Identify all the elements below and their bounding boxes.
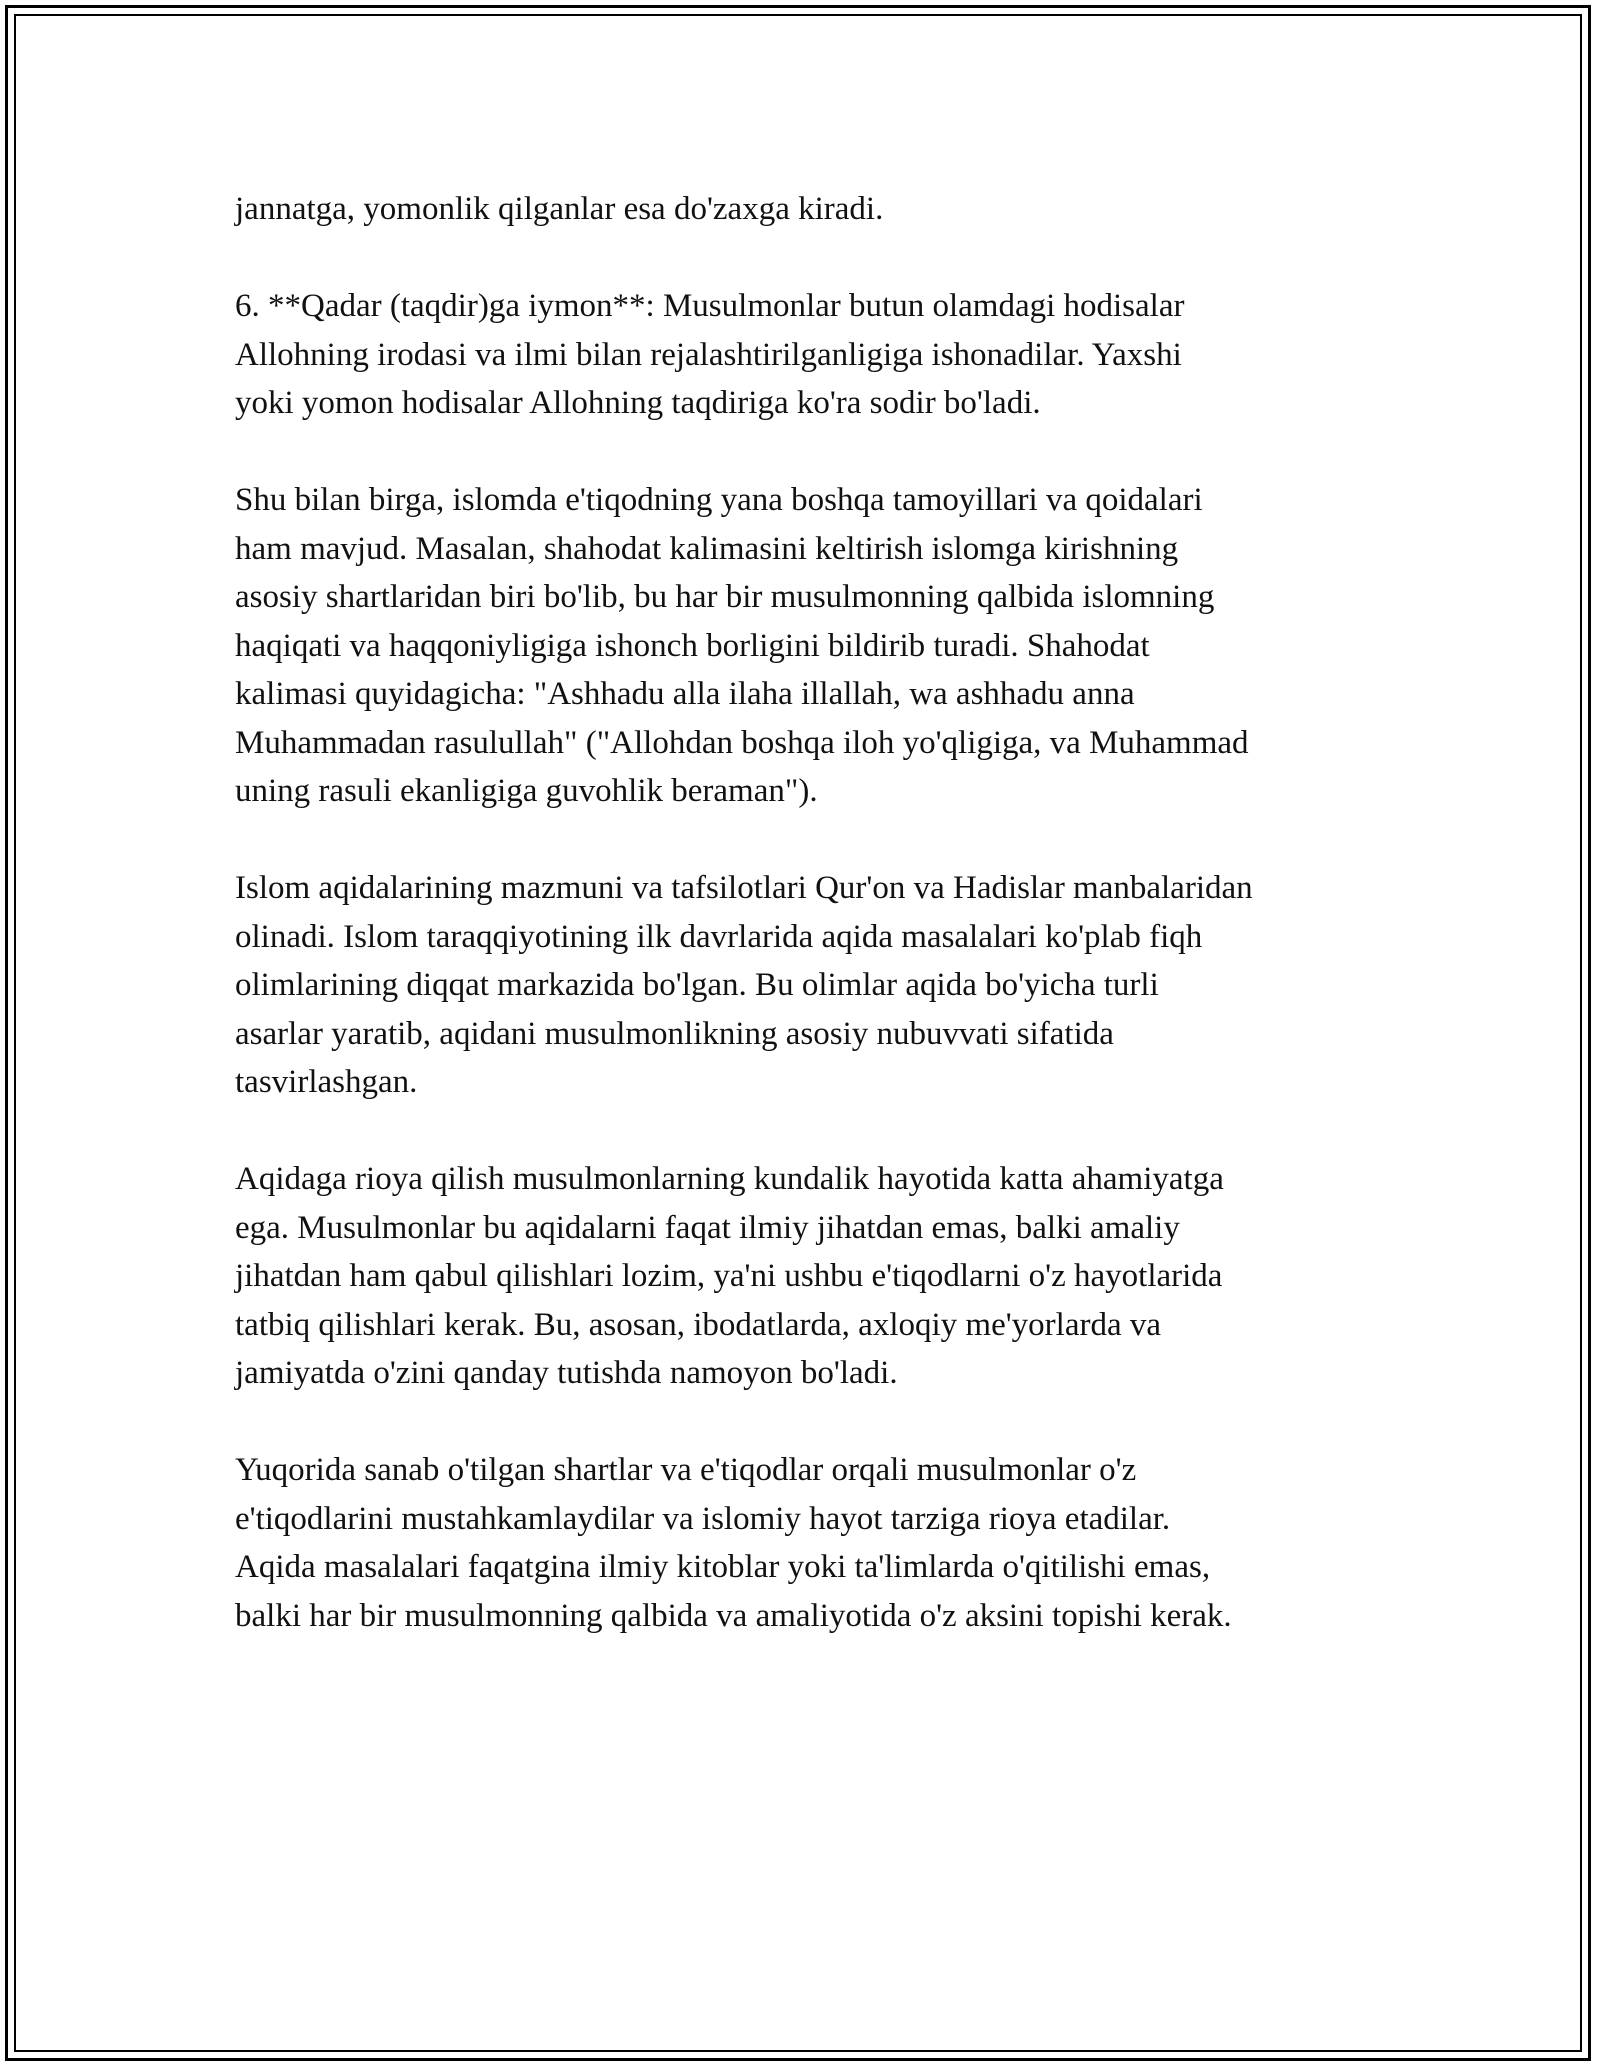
text-line: Islom aqidalarining mazmuni va tafsilotlari Qur'on va Hadislar manbalaridan bbox=[235, 870, 1253, 906]
paragraph-1 bbox=[235, 185, 1385, 234]
text-line: haqiqati va haqqoniyligiga ishonch borligini bildirib turadi. Shahodat bbox=[235, 627, 1150, 664]
text-line: 6. **Qadar (taqdir)ga iymon**: Musulmonlar butun olamdagi hodisalar bbox=[235, 288, 1185, 324]
text-line: olinadi. Islom taraqqiyotining ilk davrlarida aqida masalalari ko'plab fiqh bbox=[235, 918, 1203, 955]
paragraph-6 bbox=[235, 1446, 1385, 1640]
text-line: jihatdan ham qabul qilishlari lozim, ya'ni ushbu e'tiqodlarni o'z hayotlarida bbox=[235, 1258, 1223, 1294]
text-line: jannatga, yomonlik qilganlar esa do'zaxga kiradi. bbox=[235, 191, 884, 227]
paragraph-5 bbox=[235, 1155, 1385, 1398]
text-line: e'tiqodlarini mustahkamlaydilar va islomiy hayot tarziga rioya etadilar. bbox=[235, 1500, 1171, 1537]
text-line: Allohning irodasi va ilmi bilan rejalashtirilganligiga ishonadilar. Yaxshi bbox=[235, 336, 1182, 373]
paragraph-4 bbox=[235, 864, 1385, 1107]
text-line: yoki yomon hodisalar Allohning taqdiriga ko'ra sodir bo'ladi. bbox=[235, 385, 1041, 421]
text-line: Shu bilan birga, islomda e'tiqodning yana boshqa tamoyillari va qoidalari bbox=[235, 482, 1203, 518]
text-line: uning rasuli ekanligiga guvohlik beraman"). bbox=[235, 773, 818, 809]
text-line: jamiyatda o'zini qanday tutishda namoyon bo'ladi. bbox=[235, 1355, 898, 1391]
text-line: Muhammadan rasulullah" ("Allohdan boshqa iloh yo'qligiga, va Muhammad bbox=[235, 724, 1249, 761]
text-line: Aqida masalalari faqatgina ilmiy kitoblar yoki ta'limlarda o'qitilishi emas, bbox=[235, 1549, 1211, 1585]
text-line: balki har bir musulmonning qalbida va amaliyotida o'z aksini topishi kerak. bbox=[235, 1597, 1232, 1634]
document-body bbox=[235, 185, 1385, 1689]
paragraph-3 bbox=[235, 476, 1385, 816]
text-line: Aqidaga rioya qilish musulmonlarning kundalik hayotida katta ahamiyatga bbox=[235, 1161, 1224, 1197]
text-line: ega. Musulmonlar bu aqidalarni faqat ilmiy jihatdan emas, balki amaliy bbox=[235, 1209, 1180, 1246]
text-line: ham mavjud. Masalan, shahodat kalimasini keltirish islomga kirishning bbox=[235, 530, 1179, 567]
text-line: Yuqorida sanab o'tilgan shartlar va e'tiqodlar orqali musulmonlar o'z bbox=[235, 1452, 1137, 1488]
text-line: kalimasi quyidagicha: "Ashhadu alla ilaha illallah, wa ashhadu anna bbox=[235, 676, 1135, 712]
text-line: asarlar yaratib, aqidani musulmonlikning asosiy nubuvvati sifatida bbox=[235, 1015, 1114, 1052]
text-line: olimlarining diqqat markazida bo'lgan. Bu olimlar aqida bo'yicha turli bbox=[235, 967, 1159, 1003]
paragraph-2 bbox=[235, 282, 1385, 428]
text-line: tasvirlashgan. bbox=[235, 1064, 418, 1100]
text-line: asosiy shartlaridan biri bo'lib, bu har bir musulmonning qalbida islomning bbox=[235, 579, 1215, 615]
text-line: tatbiq qilishlari kerak. Bu, asosan, ibodatlarda, axloqiy me'yorlarda va bbox=[235, 1306, 1162, 1343]
